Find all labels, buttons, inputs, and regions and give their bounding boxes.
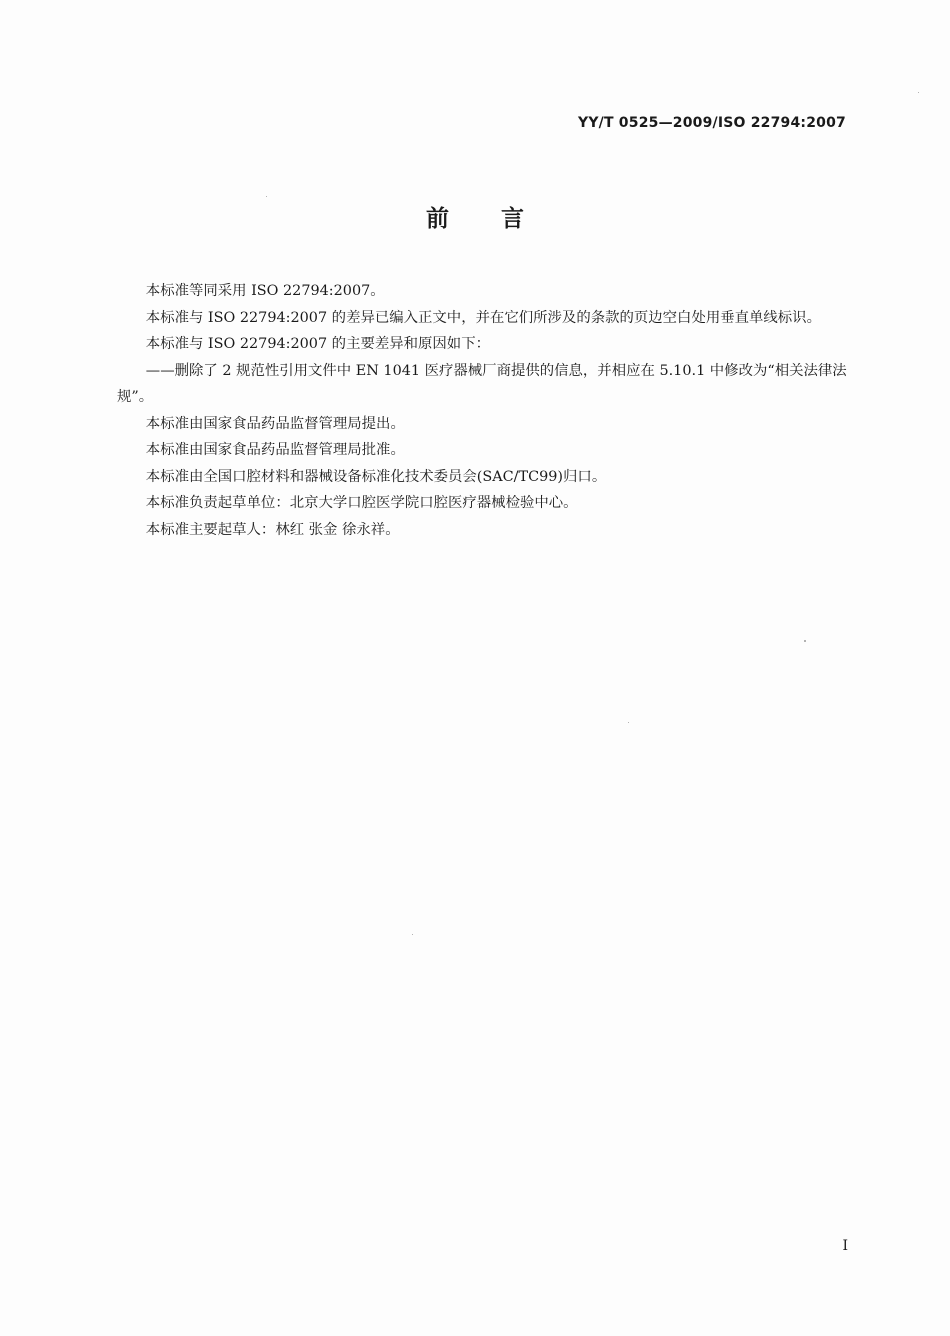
scan-speck — [918, 92, 919, 93]
paragraph-main-differences: 本标准与 ISO 22794:2007 的主要差异和原因如下： — [145, 336, 490, 352]
scan-speck — [412, 934, 413, 935]
page-title — [0, 200, 950, 233]
paragraph-adoption: 本标准等同采用 ISO 22794:2007。 — [145, 283, 385, 299]
paragraph-drafters: 本标准主要起草人：林红 张金 徐永祥。 — [145, 521, 400, 538]
standard-code: YY/T 0525—2009/ISO 22794:2007 — [578, 115, 846, 131]
paragraph-differences: 本标准与 ISO 22794:2007 的差异已编入正文中，并在它们所涉及的条款的页边空白处用垂直单线标识。 — [145, 309, 821, 326]
paragraph-approved-by: 本标准由国家食品药品监督管理局批准。 — [145, 442, 405, 458]
paragraph-responsible-committee: 本标准由全国口腔材料和器械设备标准化技术委员会(SAC/TC99)归口。 — [145, 468, 607, 485]
page-number: I — [842, 1238, 848, 1254]
title-char-1: 前 — [426, 206, 449, 232]
paragraph-drafting-unit: 本标准负责起草单位：北京大学口腔医学院口腔医疗器械检验中心。 — [145, 495, 578, 511]
paragraph-deletion-item: ——删除了 2 规范性引用文件中 EN 1041 医疗器械厂商提供的信息，并相应在 5.10.1 中修改为“相关法律法规”。 — [117, 362, 847, 405]
foreword-body — [117, 278, 853, 543]
title-char-2: 言 — [501, 206, 524, 232]
scan-speck — [628, 722, 629, 723]
scan-speck — [266, 196, 267, 197]
paragraph-proposed-by: 本标准由国家食品药品监督管理局提出。 — [145, 415, 405, 432]
scan-speck — [804, 640, 806, 642]
